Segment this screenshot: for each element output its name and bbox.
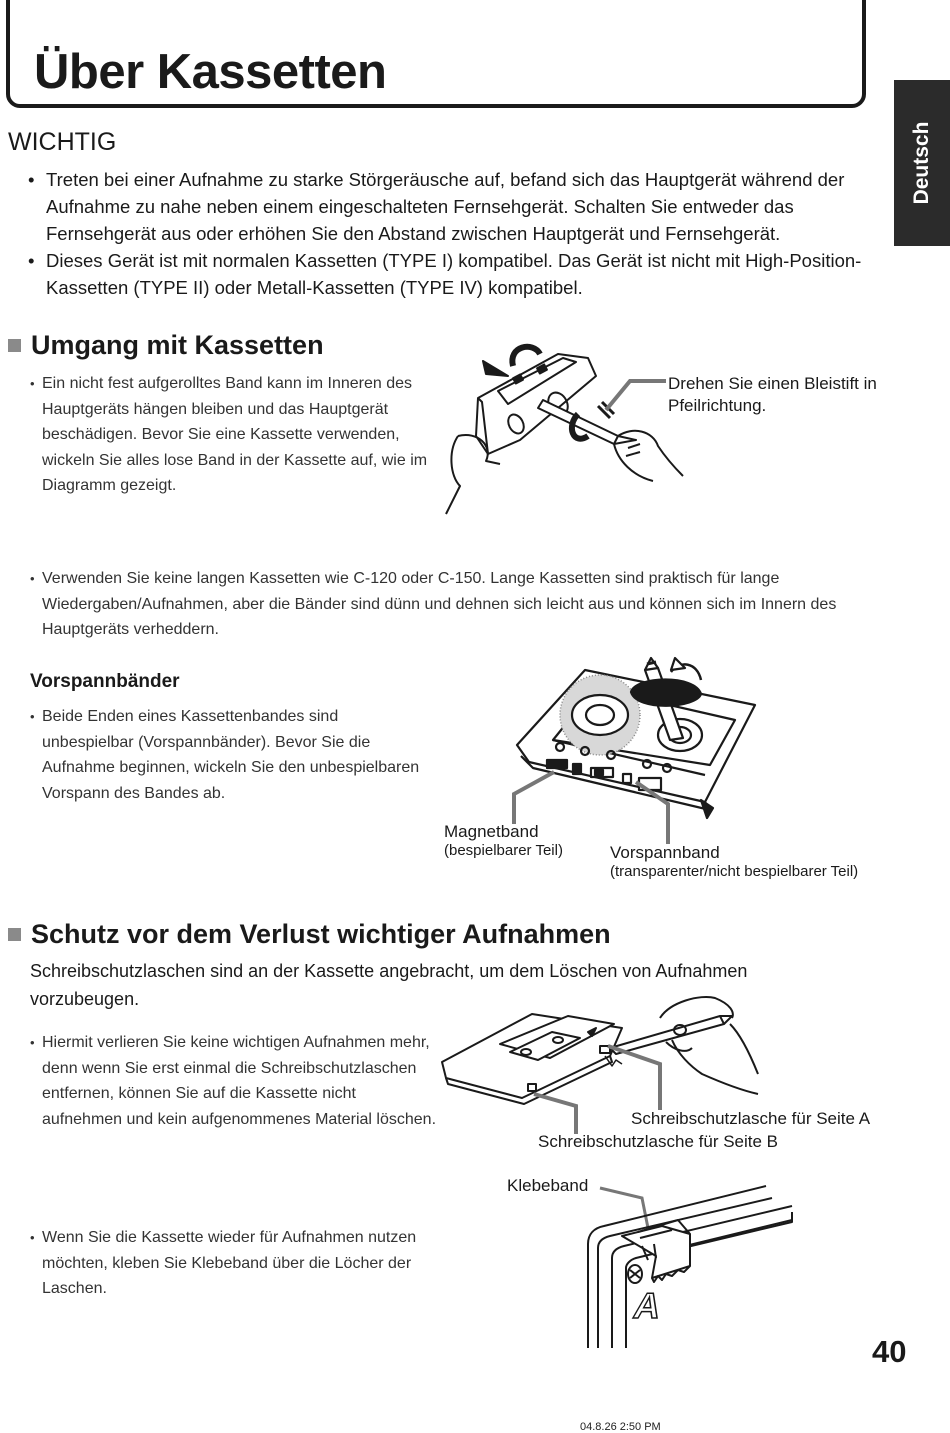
section-square-icon <box>8 928 21 941</box>
vorspannband-leader-line <box>630 778 680 846</box>
vorspann-bullet: • Beide Enden eines Kassettenbandes sind unbespielbar (Vorspannbänder). Bevor Sie die Aufnahme beginnen, wickeln Sie den unbespielbaren Vorspann des Bandes ab. <box>30 704 420 806</box>
schutz-lead: Schreibschutzlaschen sind an der Kassette angebracht, um dem Löschen von Aufnahmen vorzubeugen. <box>30 961 748 1009</box>
side-b-label: Schreibschutzlasche für Seite B <box>538 1132 779 1151</box>
schutz-list-2 <box>30 1225 438 1302</box>
section-square-icon <box>8 339 21 352</box>
wichtig-bullet-1: • Treten bei einer Aufnahme zu starke Störgeräusche auf, befand sich das Hauptgerät während der Aufnahme zu nahe neben einem eingeschalteten Fernsehgerät. Schalten Sie entweder das Fernsehgerät aus oder erhöhen Sie den Abstand zwischen Hauptgerät und Fernsehgerät. <box>28 166 876 247</box>
schutz-heading <box>8 919 611 950</box>
pencil-winding-illustration <box>438 336 688 516</box>
side-a-letter: A <box>630 1285 665 1326</box>
wichtig-list <box>28 166 876 301</box>
tab-removal-illustration <box>440 994 760 1112</box>
umgang-list-2 <box>30 566 880 643</box>
schutz-heading-text: Schutz vor dem Verlust wichtiger Aufnahmen <box>31 919 611 949</box>
wichtig-bullet-2: • Dieses Gerät ist mit normalen Kassetten (TYPE I) kompatibel. Das Gerät ist nicht mit High-Position-Kassetten (TYPE II) oder Metall-Kassetten (TYPE IV) kompatibel. <box>28 247 876 301</box>
umgang-heading <box>8 330 324 361</box>
schutz-bullet-1: • Hiermit verlieren Sie keine wichtigen Aufnahmen mehr, denn wenn Sie erst einmal die Schreibschutzlaschen entfernen, können Sie auf die Kassette nicht aufnehmen und kein aufgenommenes Material löschen. <box>30 1030 438 1132</box>
vorspannband-note: (transparenter/nicht bespielbarer Teil) <box>610 863 859 880</box>
caption-leader-line <box>600 378 670 418</box>
taped-cassette-illustration <box>586 1186 798 1352</box>
wichtig-heading: WICHTIG <box>8 128 117 156</box>
magnetband-note: (bespielbarer Teil) <box>444 842 563 859</box>
umgang-bullet-2: • Verwenden Sie keine langen Kassetten wie C-120 oder C-150. Lange Kassetten sind praktisch für lange Wiedergaben/Aufnahmen, aber die Bänder sind dünn und dehnen sich leicht aus und können sich im Innern des Hauptgeräts verheddern. <box>30 566 880 643</box>
language-tab-label: Deutsch <box>910 121 933 205</box>
side-a-label: Schreibschutzlasche für Seite A <box>631 1109 871 1128</box>
umgang-list-1 <box>30 371 440 499</box>
magnetband-leader-line <box>508 768 558 828</box>
magnetband-label: Magnetband <box>444 822 539 841</box>
klebeband-label: Klebeband <box>507 1176 589 1195</box>
page-number: 40 <box>872 1334 907 1369</box>
footer-timestamp: 04.8.26 2:50 PM <box>580 1421 661 1433</box>
umgang-bullet-1: • Ein nicht fest aufgerolltes Band kann im Inneren des Hauptgeräts hängen bleiben und das Hauptgerät beschädigen. Bevor Sie eine Kassette verwenden, wickeln Sie alles lose Band in der Kassette auf, wie im Diagramm gezeigt. <box>30 371 440 499</box>
page-title: Über Kassetten <box>34 45 387 99</box>
vorspann-list <box>30 704 420 806</box>
vorspann-heading: Vorspannbänder <box>30 671 180 692</box>
umgang-heading-text: Umgang mit Kassetten <box>31 330 324 360</box>
side-a-leader-line <box>604 1040 666 1112</box>
schutz-bullet-2: • Wenn Sie die Kassette wieder für Aufnahmen nutzen möchten, kleben Sie Klebeband über die Löcher der Laschen. <box>30 1225 438 1302</box>
language-tab <box>894 80 950 246</box>
schutz-list-1 <box>30 1030 438 1132</box>
vorspannband-label: Vorspannband <box>610 843 720 862</box>
side-b-leader-line <box>530 1088 582 1136</box>
pencil-caption: Drehen Sie einen Bleistift in Pfeilrichtung. <box>668 374 877 415</box>
